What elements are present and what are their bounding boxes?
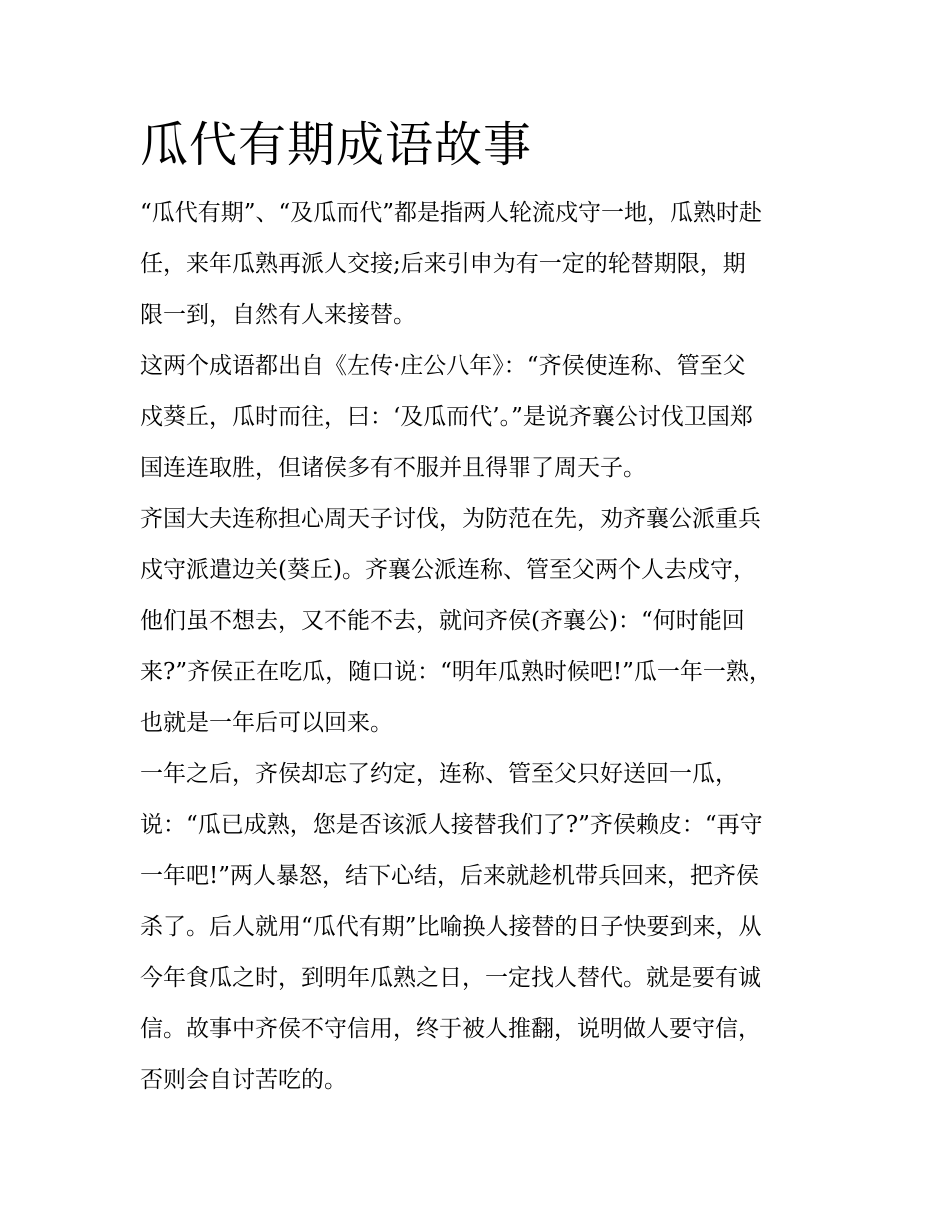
- paragraph-line: 杀了。后人就用“瓜代有期”比喻换人接替的日子快要到来，从: [140, 914, 762, 940]
- document-title: 瓜代有期成语故事: [140, 117, 533, 173]
- paragraph-line: 限一到，自然有人来接替。: [140, 302, 416, 328]
- paragraph-line: 一年吧!”两人暴怒，结下心结，后来就趁机带兵回来，把齐侯: [140, 863, 760, 889]
- paragraph-line: 戍守派遣边关(葵丘)。齐襄公派连称、管至父两个人去戍守，: [140, 557, 756, 583]
- paragraph-line: 否则会自讨苦吃的。: [140, 1067, 347, 1093]
- paragraph-line: 他们虽不想去，又不能不去，就问齐侯(齐襄公)：“何时能回: [140, 608, 745, 634]
- paragraph-line: 戍葵丘，瓜时而往，曰：‘及瓜而代’。”是说齐襄公讨伐卫国郑: [140, 404, 753, 430]
- paragraph-line: 任，来年瓜熟再派人交接;后来引申为有一定的轮替期限，期: [140, 251, 746, 277]
- paragraph-line: 这两个成语都出自《左传·庄公八年》：“齐侯使连称、管至父: [140, 353, 746, 379]
- paragraph-line: 国连连取胜，但诸侯多有不服并且得罪了周天子。: [140, 455, 646, 481]
- paragraph-line: 今年食瓜之时，到明年瓜熟之日，一定找人替代。就是要有诚: [140, 965, 761, 991]
- paragraph-3: [140, 494, 812, 749]
- paragraph-1: [140, 188, 812, 341]
- paragraph-line: 一年之后，齐侯却忘了约定，连称、管至父只好送回一瓜，: [140, 761, 738, 787]
- paragraph-2: [140, 341, 812, 494]
- paragraph-line: 来?”齐侯正在吃瓜，随口说：“明年瓜熟时候吧!”瓜一年一熟，: [140, 659, 772, 685]
- paragraph-line: 齐国大夫连称担心周天子讨伐，为防范在先，劝齐襄公派重兵: [140, 506, 761, 532]
- paragraph-4: [140, 749, 812, 1106]
- paragraph-line: 也就是一年后可以回来。: [140, 710, 393, 736]
- paragraph-line: 信。故事中齐侯不守信用，终于被人推翻，说明做人要守信，: [140, 1016, 761, 1042]
- paragraph-line: “瓜代有期”、“及瓜而代”都是指两人轮流戍守一地，瓜熟时赴: [140, 200, 763, 226]
- paragraph-line: 说：“瓜已成熟，您是否该派人接替我们了?”齐侯赖皮：“再守: [140, 812, 763, 838]
- document-page: [140, 110, 812, 1106]
